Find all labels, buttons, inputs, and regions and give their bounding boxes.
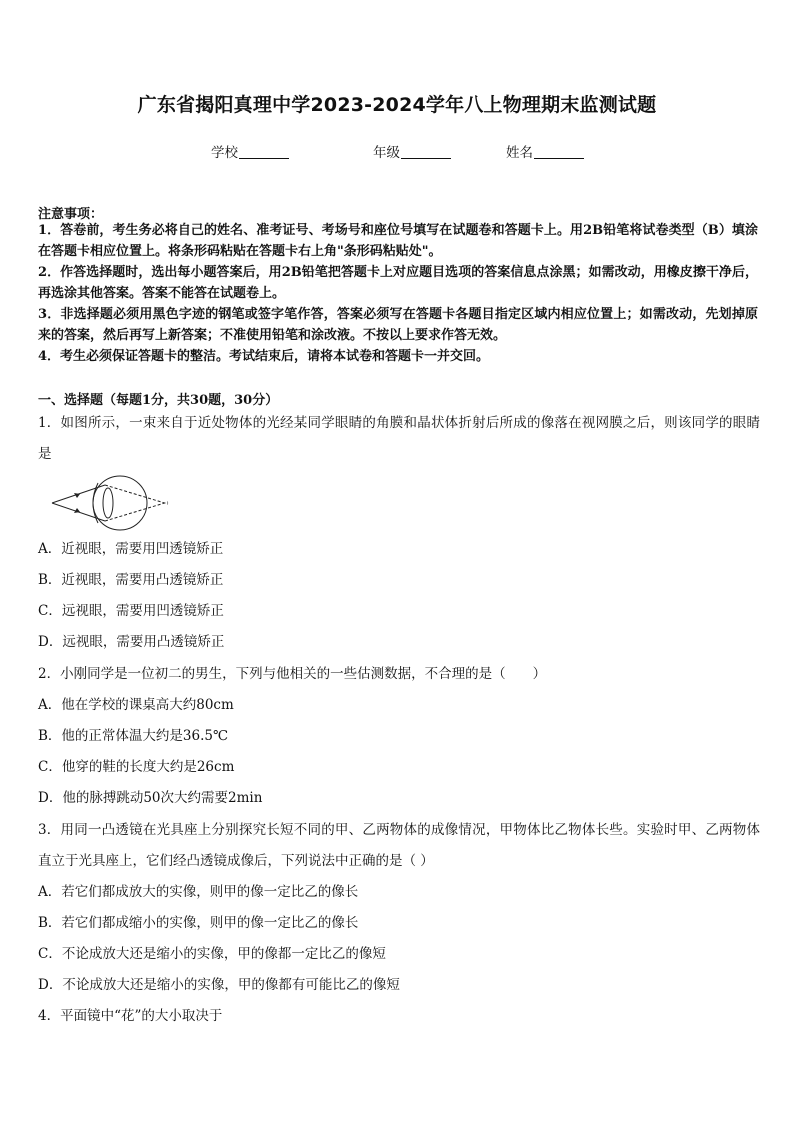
note-item: 2．作答选择题时，选出每小题答案后，用2B铅笔把答题卡上对应题目选项的答案信息点涂黑；如需改动，用橡皮擦干净后，再选涂其他答案。答案不能答在试题卷上。 xyxy=(38,265,758,301)
notes-heading: 注意事项： xyxy=(38,207,104,222)
name-label: 姓名 xyxy=(506,145,533,161)
option-c: C．远视眼，需要用凹透镜矫正 xyxy=(38,603,224,619)
option-c: C．不论成放大还是缩小的实像，甲的像都一定比乙的像短 xyxy=(38,946,386,962)
name-blank[interactable] xyxy=(534,145,584,159)
grade-field[interactable] xyxy=(373,141,451,161)
note-item: 3．非选择题必须用黑色字迹的钢笔或签字笔作答，答案必须写在答题卡各题目指定区域内相应位置上；如需改动，先划掉原来的答案，然后再写上新答案；不准使用铅笔和涂改液。不按以上要求作答无效。 xyxy=(38,307,758,343)
name-field[interactable] xyxy=(506,141,584,161)
option-b: B．他的正常体温大约是36.5℃ xyxy=(38,728,229,744)
grade-label: 年级 xyxy=(373,145,400,161)
option-b: B．若它们都成缩小的实像，则甲的像一定比乙的像长 xyxy=(38,915,359,931)
question-stem: 4．平面镜中“花”的大小取决于 xyxy=(38,1008,223,1024)
option-a: A．他在学校的课桌高大约80cm xyxy=(38,697,234,713)
page-title: 广东省揭阳真理中学2023-2024学年八上物理期末监测试题 xyxy=(137,94,657,116)
grade-blank[interactable] xyxy=(401,145,451,159)
option-a: A．近视眼，需要用凹透镜矫正 xyxy=(38,541,224,557)
section-heading: 一、选择题（每题1分，共30题，30分） xyxy=(38,393,279,408)
school-label: 学校 xyxy=(211,145,238,161)
note-item: 1．答卷前，考生务必将自己的姓名、准考证号、考场号和座位号填写在试题卷和答题卡上。用2B铅笔将试卷类型（B）填涂在答题卡相应位置上。将条形码粘贴在答题卡右上角"条形码粘贴处"。 xyxy=(38,223,758,259)
question-stem: 3．用同一凸透镜在光具座上分别探究长短不同的甲、乙两物体的成像情况，甲物体比乙物体长些。实验时甲、乙两物体直立于光具座上，它们经凸透镜成像后，下列说法中正确的是（ ） xyxy=(38,822,760,869)
eye-lens-diagram-icon xyxy=(50,474,174,532)
option-c: C．他穿的鞋的长度大约是26cm xyxy=(38,759,235,775)
option-d: D．不论成放大还是缩小的实像，甲的像都有可能比乙的像短 xyxy=(38,977,400,993)
option-d: D．远视眼，需要用凸透镜矫正 xyxy=(38,634,225,650)
option-a: A．若它们都成放大的实像，则甲的像一定比乙的像长 xyxy=(38,884,359,900)
option-d: D．他的脉搏跳动50次大约需要2min xyxy=(38,790,263,806)
note-item: 4．考生必须保证答题卡的整洁。考试结束后，请将本试卷和答题卡一并交回。 xyxy=(38,349,490,364)
option-b: B．近视眼，需要用凸透镜矫正 xyxy=(38,572,224,588)
school-blank[interactable] xyxy=(239,145,289,159)
question-stem: 2．小刚同学是一位初二的男生，下列与他相关的一些估测数据，不合理的是（ ） xyxy=(38,666,547,682)
school-field[interactable] xyxy=(211,141,289,161)
question-stem: 1．如图所示，一束来自于近处物体的光经某同学眼睛的角膜和晶状体折射后所成的像落在视网膜之后，则该同学的眼睛是 xyxy=(38,415,760,462)
